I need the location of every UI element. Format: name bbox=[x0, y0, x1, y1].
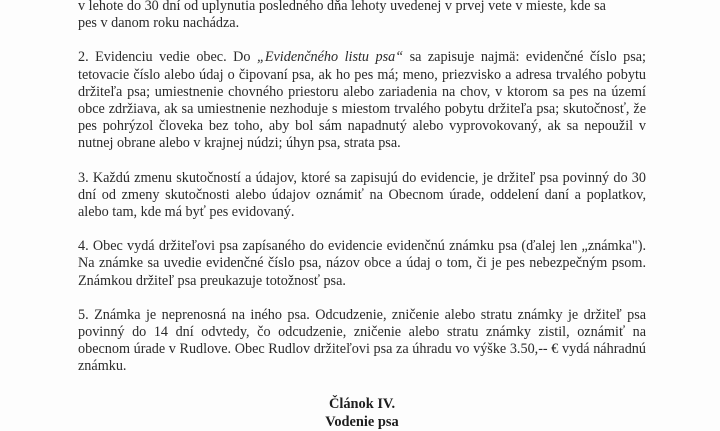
paragraph-text: Evidenciu vedie obec. Do bbox=[95, 49, 257, 66]
text-line: v lehote do 30 dní od uplynutia posledného dňa lehoty uvedenej v prvej vete v mieste, kde sa bbox=[78, 0, 606, 14]
paragraph-number: 3. bbox=[78, 169, 89, 186]
paragraph-2 bbox=[78, 49, 646, 152]
paragraph-number: 5. bbox=[78, 306, 89, 323]
paragraph-number: 2. bbox=[78, 49, 89, 66]
article-number: Článok IV. bbox=[328, 395, 396, 412]
paragraph-3 bbox=[78, 170, 646, 222]
paragraph-4 bbox=[78, 238, 646, 290]
paragraph-text: Známka je neprenosná na iného psa. Odcudzenie, zničenie alebo stratu známky je držiteľ psa povinný do 14 dní odvtedy, čo odcudzenie, zničenie alebo stratu známky zistil, oznámiť na obecnom úrade v Rudlove. Obec Rudlov držiteľovi psa za úhradu vo výške 3.50,-- € vydá náhradnú známku. bbox=[78, 306, 647, 375]
paragraph-text: Obec vydá držiteľovi psa zapísaného do evidencie evidenčnú známku psa (ďalej len „známka"). Na známke sa uvedie evidenčné číslo psa, názov obce a údaj o tom, či je pes nebezpečným psom. Známkou držiteľ psa preukazuje totožnosť psa. bbox=[78, 238, 646, 289]
paragraph-5 bbox=[78, 307, 646, 376]
document-page bbox=[78, 0, 646, 431]
article-title: Vodenie psa bbox=[325, 413, 399, 430]
form-name-italic: „Evidenčného listu psa“ bbox=[256, 49, 404, 66]
paragraph-text: sa zapisuje najmä: evidenčné číslo psa; tetovacie číslo alebo údaj o čipovaní psa, ak ho pes má; meno, priezvisko a adresa trvalého pobytu držiteľa psa; umiestnenie chovného priestoru alebo zariadenia na chov, v ktorom sa pes na území obce zdržiava, ak sa umiestnenie nezhoduje s miestom trvalého pobytu držiteľa psa; skutočnosť, že pes pohrýzol človeka bez toho, aby bol sám napadnutý alebo vyprovokovaný, ak sa nepoužil v nutnej obrane alebo v krajnej núdzi; úhyn psa, strata psa. bbox=[78, 49, 646, 152]
paragraph-text: Každú zmenu skutočností a údajov, ktoré sa zapisujú do evidencie, je držiteľ psa povinný do 30 dní od zmeny skutočnosti alebo údajov oznámiť na Obecnom úrade, oddelení daní a poplatkov, alebo tam, kde má byť pes evidovaný. bbox=[78, 169, 646, 221]
text-line: pes v danom roku nachádza. bbox=[78, 15, 240, 32]
paragraph-number: 4. bbox=[78, 238, 89, 255]
continuation-paragraph bbox=[78, 0, 646, 32]
